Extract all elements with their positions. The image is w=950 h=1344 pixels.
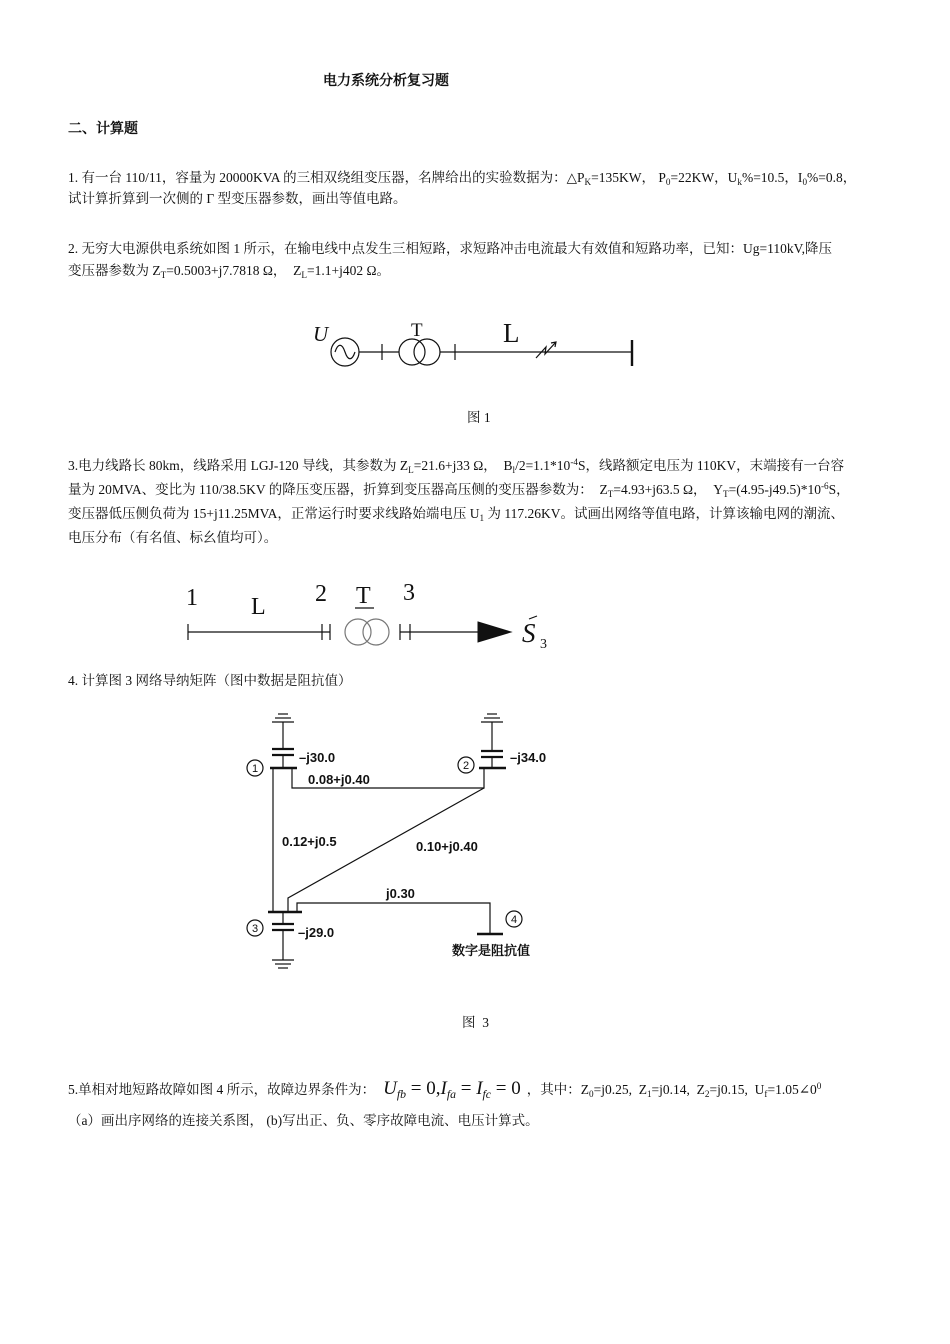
q3-text: 量为 20MVA、变比为 110/38.5KV 的降压变压器，折算到变压器高压侧的变压器参数为： Z	[68, 482, 608, 497]
subscript: K	[584, 176, 592, 187]
q2-line-1: 2. 无穷大电源供电系统如图 1 所示，在输电线中点发生三相短路，求短路冲击电流最大有效值和短路功率，已知：Ug=110kV,降压	[68, 241, 832, 256]
q3-text: S，线路额定电压为 110KV，末端接有一台容	[577, 458, 845, 473]
load-arrow-icon	[478, 622, 511, 642]
q1-line-2: 试计算折算到一次侧的 Γ 型变压器参数，画出等值电路。	[68, 191, 407, 206]
formula-operator: = 0,	[406, 1078, 441, 1099]
q5-text: =1.05∠0	[767, 1082, 817, 1097]
q1-line-1	[68, 169, 856, 187]
q3-text: =(4.95-j49.5)*10	[728, 482, 821, 497]
q3-text: /2=1.1*10	[515, 458, 571, 473]
transformer-label: T	[356, 583, 371, 609]
node-2-shunt-impedance: –j34.0	[510, 750, 547, 765]
q4-line-1: 4. 计算图 3 网络导纳矩阵（图中数据是阻抗值）	[68, 673, 352, 688]
section-heading: 二、计算题	[68, 122, 138, 137]
node-1-shunt-impedance: –j30.0	[299, 750, 336, 765]
subscript: l	[512, 464, 516, 475]
formula-variable: I	[440, 1078, 447, 1099]
formula-variable: U	[383, 1078, 397, 1099]
node-3-number: 3	[251, 923, 259, 935]
q1-text: %=10.5，I	[741, 170, 803, 185]
subscript: k	[737, 176, 742, 187]
line-label: L	[251, 594, 266, 620]
q3-line-1	[68, 457, 844, 475]
load-power-label: S	[522, 618, 536, 648]
q3-text: S，	[828, 482, 850, 497]
q3-text: 变压器低压侧负荷为 15+j11.25MVA，正常运行时要求线路始端电压 U	[68, 506, 480, 521]
figure-3-network-diagram	[235, 705, 565, 980]
subscript: 1	[646, 1088, 652, 1099]
q5-text: =j0.15, U	[709, 1082, 765, 1097]
branch-2-3-impedance: 0.10+j0.40	[416, 839, 478, 854]
superscript: -6	[820, 480, 829, 491]
source-voltage-label: U	[313, 322, 329, 346]
q3-line-3	[68, 505, 844, 523]
q5-text: 5.单相对地短路故障如图 4 所示，故障边界条件为：	[68, 1082, 376, 1097]
formula-operator: = 0	[491, 1078, 521, 1099]
node-3-shunt-impedance: –j29.0	[298, 925, 335, 940]
subscript: 0	[665, 176, 671, 187]
q2-text: =1.1+j402 Ω。	[306, 263, 390, 278]
branch-1-2-impedance: 0.08+j0.40	[308, 772, 370, 787]
load-power-subscript: 3	[540, 637, 547, 652]
q3-line-4: 电压分布（有名值、标幺值均可）。	[68, 530, 278, 545]
q5-text: =j0.25, Z	[593, 1082, 647, 1097]
q5-line-2: （a）画出序网络的连接关系图， (b)写出正、负、零序故障电流、电压计算式。	[68, 1113, 539, 1128]
q5-text: ，其中：Z	[526, 1082, 589, 1097]
q5-text: =j0.14, Z	[651, 1082, 705, 1097]
line-label: L	[503, 318, 520, 348]
transformer-winding-secondary	[363, 619, 389, 645]
q1-text: =135KW， P	[591, 170, 666, 185]
subscript: L	[408, 464, 414, 475]
subscript: fc	[482, 1088, 492, 1102]
q1-text: 1. 有一台 110/11，容量为 20000KVA 的三相双绕组变压器，名牌给出的实验数据为：△P	[68, 170, 585, 185]
transformer-winding-primary	[399, 339, 425, 365]
short-circuit-fault-icon	[536, 342, 556, 358]
branch-1-3-impedance: 0.12+j0.5	[282, 834, 337, 849]
node-2-number: 2	[462, 760, 470, 772]
subscript: 0	[588, 1088, 594, 1099]
sine-wave-icon	[335, 345, 355, 359]
document-title: 电力系统分析复习题	[323, 74, 449, 89]
q3-text: 为 117.26KV。试画出网络等值电路，计算该输电网的潮流、	[484, 506, 844, 521]
q3-line-2	[68, 481, 850, 499]
q3-text: 3.电力线路长 80km，线路采用 LGJ-120 导线，其参数为 Z	[68, 458, 409, 473]
subscript: T	[160, 269, 167, 280]
q3-text: =21.6+j33 Ω， B	[413, 458, 513, 473]
superscript: 0	[816, 1080, 822, 1091]
q1-text: =22KW，U	[670, 170, 738, 185]
boundary-condition-formula	[383, 1078, 521, 1102]
subscript: 1	[479, 512, 485, 523]
subscript: 2	[704, 1088, 710, 1099]
q2-line-2	[68, 262, 390, 280]
node-3-label: 3	[403, 580, 415, 606]
subscript: fa	[446, 1088, 456, 1102]
q2-text: =0.5003+j7.7818 Ω， Z	[166, 263, 302, 278]
q2-text: 变压器参数为 Z	[68, 263, 161, 278]
branch-3-4-impedance: j0.30	[386, 886, 415, 901]
node-1-label: 1	[186, 585, 198, 611]
node-4-number: 4	[510, 914, 518, 926]
subscript: fb	[396, 1088, 407, 1102]
figure-3-caption: 图 3	[462, 1015, 489, 1030]
formula-variable: I	[476, 1078, 483, 1099]
q1-text: %=0.8，	[807, 170, 857, 185]
impedance-note: 数字是阻抗值	[452, 943, 531, 958]
figure-1-caption: 图 1	[467, 410, 491, 425]
subscript: L	[301, 269, 307, 280]
transformer-label: T	[411, 320, 423, 341]
node-2-label: 2	[315, 581, 327, 607]
node-1-number: 1	[251, 763, 259, 775]
subscript: 0	[802, 176, 808, 187]
subscript: T	[607, 488, 614, 499]
q5-line-1	[68, 1076, 821, 1103]
transformer-winding-secondary	[414, 339, 440, 365]
figure-1-diagram	[300, 310, 650, 380]
subscript: T	[723, 488, 729, 499]
figure-2-diagram	[180, 570, 560, 655]
subscript: f	[764, 1088, 768, 1099]
superscript: -4	[570, 456, 578, 467]
q3-text: =4.93+j63.5 Ω， Y	[613, 482, 724, 497]
formula-operator: =	[455, 1078, 477, 1099]
